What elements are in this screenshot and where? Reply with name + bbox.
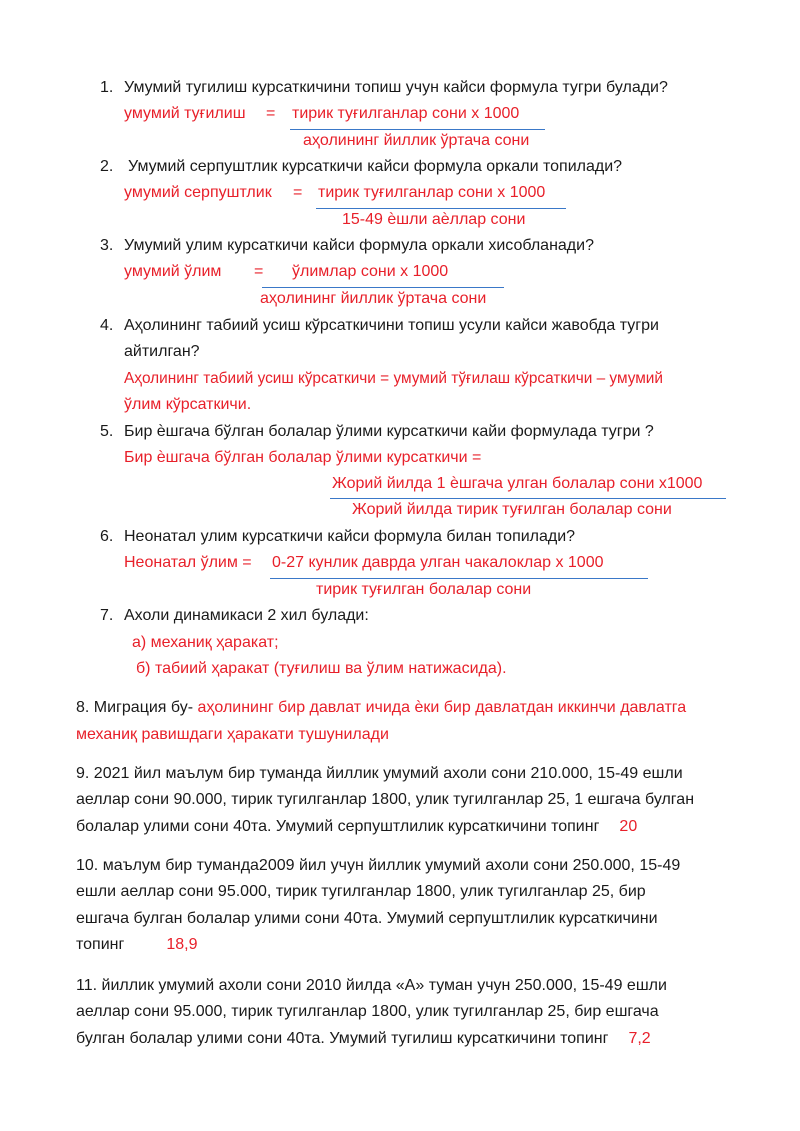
question-5 — [100, 422, 654, 442]
question-3 — [100, 236, 594, 256]
question-text: Неонатал улим курсаткичи кайси формула билан топилади? — [124, 528, 576, 545]
formula-lhs: умумий серпуштлик — [124, 184, 272, 201]
answer-text: аҳолининг бир давлат ичида ѐки бир давлатдан иккинчи давлатга — [197, 699, 687, 716]
question-text: Ахоли динамикаси 2 хил булади: — [124, 607, 369, 624]
answer-text-continued: механиқ равишдаги ҳаракати тушунилади — [76, 726, 389, 743]
question-11-line: аеллар сони 95.000, тирик тугилганлар 1800, улик тугилганлар 25, бир ешгача — [76, 1003, 659, 1020]
formula-denominator: Жорий йилда тирик туғилган болалар сони — [352, 501, 672, 518]
question-number: 1. — [100, 79, 114, 96]
question-number: 6. — [100, 528, 114, 545]
formula-lhs: умумий ўлим — [124, 263, 222, 280]
answer-text-continued: ўлим кўрсаткичи. — [124, 396, 252, 413]
fraction-line — [290, 129, 545, 130]
question-text: Аҳолининг табиий усиш кўрсаткичини топиш усули кайси жавобда тугри — [124, 317, 659, 334]
formula-numerator: 0-27 кунлик даврда улган чакалоклар х 1000 — [272, 554, 604, 571]
formula-denominator: тирик туғилган болалар сони — [316, 581, 532, 598]
answer-value: 7,2 — [628, 1030, 651, 1047]
question-7 — [100, 606, 369, 626]
question-9-line: аеллар сони 90.000, тирик тугилганлар 1800, улик тугилганлар 25, 1 ешгача булган — [76, 791, 695, 808]
formula-denominator: 15-49 ѐшли аѐллар сони — [342, 211, 526, 228]
question-10-line: ешгача булган болалар улими сони 40та. Умумий серпуштлилик курсаткичини — [76, 910, 658, 927]
formula-numerator: Жорий йилда 1 ѐшгача улган болалар сони х1000 — [332, 475, 703, 492]
question-text: болалар улими сони 40та. Умумий серпуштлилик курсаткичини топинг — [76, 818, 600, 835]
question-text: топинг — [76, 936, 125, 953]
question-11-line — [76, 1029, 651, 1049]
answer-option-b: б) табиий ҳаракат (туғилиш ва ўлим натижасида). — [136, 660, 507, 677]
question-number: 2. — [100, 158, 114, 175]
question-4 — [100, 316, 659, 336]
formula-lhs: Неонатал ўлим = — [124, 554, 252, 571]
formula-equals: = — [254, 263, 264, 280]
formula-denominator: аҳолининг йиллик ўртача сони — [260, 290, 487, 307]
question-text-continued: айтилган? — [124, 343, 200, 360]
question-10-line: ешли аеллар сони 95.000, тирик тугилганлар 1800, улик тугилганлар 25, бир — [76, 883, 646, 900]
question-number: 7. — [100, 607, 114, 624]
question-2 — [100, 157, 622, 177]
question-text: булган болалар улими сони 40та. Умумий тугилиш курсаткичини топинг — [76, 1030, 609, 1047]
answer-text: Аҳолининг табиий усиш кўрсаткичи = умумий тўғилаш кўрсаткичи – умумий — [124, 370, 663, 387]
formula-numerator: тирик туғилганлар сони х 1000 — [318, 184, 546, 201]
answer-option-a: а) механиқ ҳаракат; — [132, 634, 279, 651]
question-11-line: 11. йиллик умумий ахоли сони 2010 йилда «А» туман учун 250.000, 15-49 ешли — [76, 977, 667, 994]
question-10-line: 10. маълум бир туманда2009 йил учун йиллик умумий ахоли сони 250.000, 15-49 — [76, 857, 681, 874]
question-text: 8. Миграция бу- — [76, 699, 194, 716]
question-text: Умумий тугилиш курсаткичини топиш учун кайси формула тугри булади? — [124, 79, 668, 96]
question-1 — [100, 78, 668, 98]
formula-lhs: умумий туғилиш — [124, 105, 246, 122]
question-8 — [76, 698, 686, 718]
answer-value: 20 — [619, 818, 638, 835]
question-text: Бир ѐшгача бўлган болалар ўлими курсаткичи кайи формулада тугри ? — [124, 423, 654, 440]
answer-value: 18,9 — [166, 936, 198, 953]
formula-numerator: тирик туғилганлар сони х 1000 — [292, 105, 520, 122]
fraction-line — [262, 287, 504, 288]
question-number: 5. — [100, 423, 114, 440]
formula-denominator: аҳолининг йиллик ўртача сони — [303, 132, 530, 149]
fraction-line — [316, 208, 566, 209]
fraction-line — [330, 498, 726, 499]
formula-equals: = — [293, 184, 303, 201]
formula-equals: = — [266, 105, 276, 122]
question-6 — [100, 527, 575, 547]
formula-numerator: ўлимлар сони х 1000 — [292, 263, 449, 280]
question-number: 4. — [100, 317, 114, 334]
question-text: Умумий серпуштлик курсаткичи кайси формула оркали топилади? — [128, 158, 623, 175]
question-10-line — [76, 935, 197, 955]
question-text: Умумий улим курсаткичи кайси формула оркали хисобланади? — [124, 237, 594, 254]
formula-lhs: Бир ѐшгача бўлган болалар ўлими курсаткичи = — [124, 449, 482, 466]
fraction-line — [270, 578, 648, 579]
question-number: 3. — [100, 237, 114, 254]
question-9-line: 9. 2021 йил маълум бир туманда йиллик умумий ахоли сони 210.000, 15-49 ешли — [76, 765, 683, 782]
question-9-line — [76, 817, 637, 837]
